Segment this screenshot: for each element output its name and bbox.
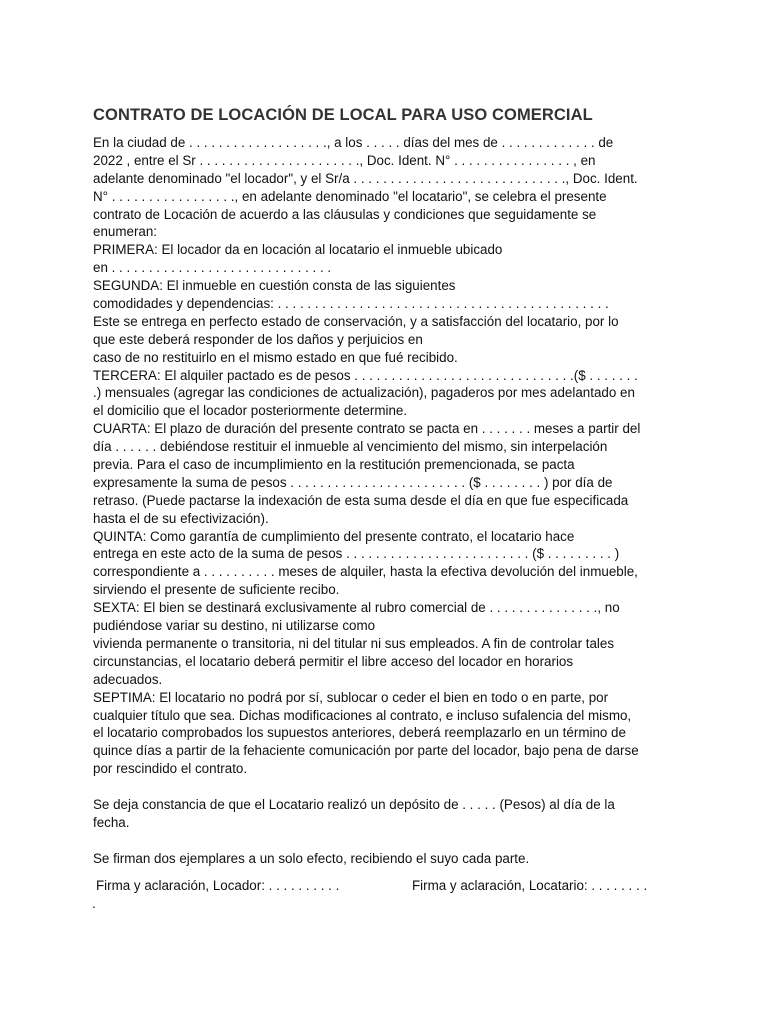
- text-line: retraso. (Puede pactarse la indexación de esta suma desde el día en que fue especificada: [93, 492, 629, 508]
- contract-body: [93, 134, 683, 868]
- contract-page: [93, 106, 683, 868]
- text-line: Este se entrega en perfecto estado de conservación, y a satisfacción del locatario, por lo: [93, 313, 619, 329]
- text-line: enumeran:: [93, 224, 158, 240]
- text-line: .) mensuales (agregar las condiciones de actualización), pagaderos por mes adelantado en: [93, 385, 635, 401]
- text-line: fecha.: [93, 814, 130, 830]
- text-line: CUARTA: El plazo de duración del presente contrato se pacta en . . . . . . . meses a partir del: [93, 421, 641, 437]
- text-line: correspondiente a . . . . . . . . . . meses de alquiler, hasta la efectiva devolución del inmueble,: [93, 564, 638, 580]
- text-line: expresamente la suma de pesos . . . . . . . . . . . . . . . . . . . . . . . . ($ . . . . . . . . ) por día de: [93, 474, 613, 490]
- text-line: Se deja constancia de que el Locatario realizó un depósito de . . . . . (Pesos) al día de la: [93, 796, 615, 812]
- text-line: hasta el de su efectivización).: [93, 510, 269, 526]
- text-line: el domicilio que el locador posteriormente determine.: [93, 403, 408, 419]
- text-line: adelante denominado "el locador", y el Sr/a . . . . . . . . . . . . . . . . . . . . . . . . . . . . ., Doc. Ident.: [93, 170, 638, 186]
- text-line: sirviendo el presente de suficiente recibo.: [93, 582, 340, 598]
- text-line: N° . . . . . . . . . . . . . . . . ., en adelante denominado "el locatario", se celebra el presente: [93, 188, 607, 204]
- text-line: 2022 , entre el Sr . . . . . . . . . . . . . . . . . . . . . ., Doc. Ident. N° . . . . . . . . . . . . . . . . , en: [93, 152, 596, 168]
- text-line: adecuados.: [93, 671, 163, 687]
- document-title: CONTRATO DE LOCACIÓN DE LOCAL PARA USO COMERCIAL: [93, 106, 593, 124]
- signature-locador: Firma y aclaración, Locador: . . . . . . . . . .: [96, 878, 340, 893]
- text-line: SEXTA: El bien se destinará exclusivamente al rubro comercial de . . . . . . . . . . . . . . ., no: [93, 600, 620, 616]
- text-line: PRIMERA: El locador da en locación al locatario el inmueble ubicado: [93, 242, 503, 258]
- text-line: circunstancias, el locatario deberá permitir el libre acceso del locador en horarios: [93, 653, 574, 669]
- signature-locatario: Firma y aclaración, Locatario: . . . . . . . .: [412, 878, 648, 893]
- text-line: previa. Para el caso de incumplimiento en la restitución premencionada, se pacta: [93, 457, 575, 473]
- signature-block: [92, 877, 676, 911]
- text-line: contrato de Locación de acuerdo a las cláusulas y condiciones que seguidamente se: [93, 206, 597, 222]
- text-line: día . . . . . . debiéndose restituir el inmueble al vencimiento del mismo, sin interpelación: [93, 439, 608, 455]
- text-line: SEPTIMA: El locatario no podrá por sí, sublocar o ceder el bien en todo o en parte, por: [93, 689, 609, 705]
- blank-line: [93, 832, 683, 850]
- signature-trailing-dot: .: [92, 896, 96, 911]
- text-line: el locatario comprobados los supuestos anteriores, deberá reemplazarlo en un término de: [93, 725, 626, 741]
- text-line: TERCERA: El alquiler pactado es de pesos . . . . . . . . . . . . . . . . . . . . . . . . . . . . . .($ . . . . . . .: [93, 367, 638, 383]
- text-line: vivienda permanente o transitoria, ni del titular ni sus empleados. A fin de controlar tales: [93, 635, 615, 651]
- blank-line: [93, 778, 683, 796]
- text-line: por rescindido el contrato.: [93, 761, 248, 777]
- text-line: comodidades y dependencias: . . . . . . . . . . . . . . . . . . . . . . . . . . . . . . . . . . . . . . . . . . . . .: [93, 296, 609, 312]
- text-line: En la ciudad de . . . . . . . . . . . . . . . . . . ., a los . . . . . días del mes de . . . . . . . . . . . . . de: [93, 135, 614, 150]
- text-line: en . . . . . . . . . . . . . . . . . . . . . . . . . . . . . .: [93, 260, 332, 276]
- text-line: pudiéndose variar su destino, ni utilizarse como: [93, 618, 376, 634]
- text-line: QUINTA: Como garantía de cumplimiento del presente contrato, el locatario hace: [93, 528, 575, 544]
- text-line: Se firman dos ejemplares a un solo efecto, recibiendo el suyo cada parte.: [93, 850, 530, 866]
- text-line: que este deberá responder de los daños y perjuicios en: [93, 331, 423, 347]
- text-line: cualquier título que sea. Dichas modificaciones al contrato, e incluso sufalencia del mismo,: [93, 707, 632, 723]
- text-line: caso de no restituirlo en el mismo estado en que fué recibido.: [93, 349, 458, 365]
- text-line: SEGUNDA: El inmueble en cuestión consta de las siguientes: [93, 278, 456, 294]
- text-line: quince días a partir de la fehaciente comunicación por parte del locador, bajo pena de darse: [93, 743, 639, 759]
- signature-row: [92, 877, 676, 911]
- text-line: entrega en este acto de la suma de pesos . . . . . . . . . . . . . . . . . . . . . . . . . ($ . . . . . . . . . ): [93, 546, 620, 562]
